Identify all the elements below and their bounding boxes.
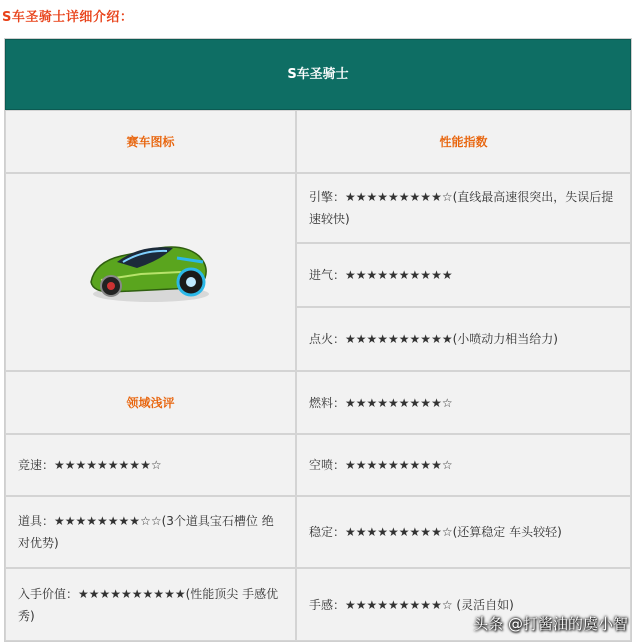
- perf-air-nitro: 空喷：★★★★★★★★★☆: [296, 434, 631, 496]
- page-heading: S车圣骑士详细介绍：: [2, 10, 134, 25]
- header-review: 领域浅评: [5, 371, 296, 434]
- perf-engine: 引擎：★★★★★★★★★☆(直线最高速很突出，失误后提速较快): [296, 173, 631, 243]
- table-title: S车圣骑士: [5, 39, 631, 110]
- car-info-table: [4, 38, 632, 642]
- green-race-car-icon: [81, 232, 221, 312]
- watermark: 头条 @打酱油的虞小智: [473, 615, 628, 633]
- perf-handling: 手感：★★★★★★★★★☆ (灵活自如): [296, 568, 631, 641]
- review-items: 道具：★★★★★★★★☆☆(3个道具宝石槽位 绝对优势): [5, 496, 296, 568]
- perf-intake: 进气：★★★★★★★★★★: [296, 243, 631, 307]
- perf-fuel: 燃料：★★★★★★★★★☆: [296, 371, 631, 434]
- car-icon-cell: [5, 173, 296, 371]
- review-value: 入手价值：★★★★★★★★★★(性能顶尖 手感优秀): [5, 568, 296, 641]
- review-racing: 竞速：★★★★★★★★★☆: [5, 434, 296, 496]
- perf-stability: 稳定：★★★★★★★★★☆(还算稳定 车头较轻): [296, 496, 631, 568]
- header-car-icon: 赛车图标: [5, 110, 296, 173]
- perf-ignition: 点火：★★★★★★★★★★(小喷动力相当给力): [296, 307, 631, 371]
- header-performance: 性能指数: [296, 110, 631, 173]
